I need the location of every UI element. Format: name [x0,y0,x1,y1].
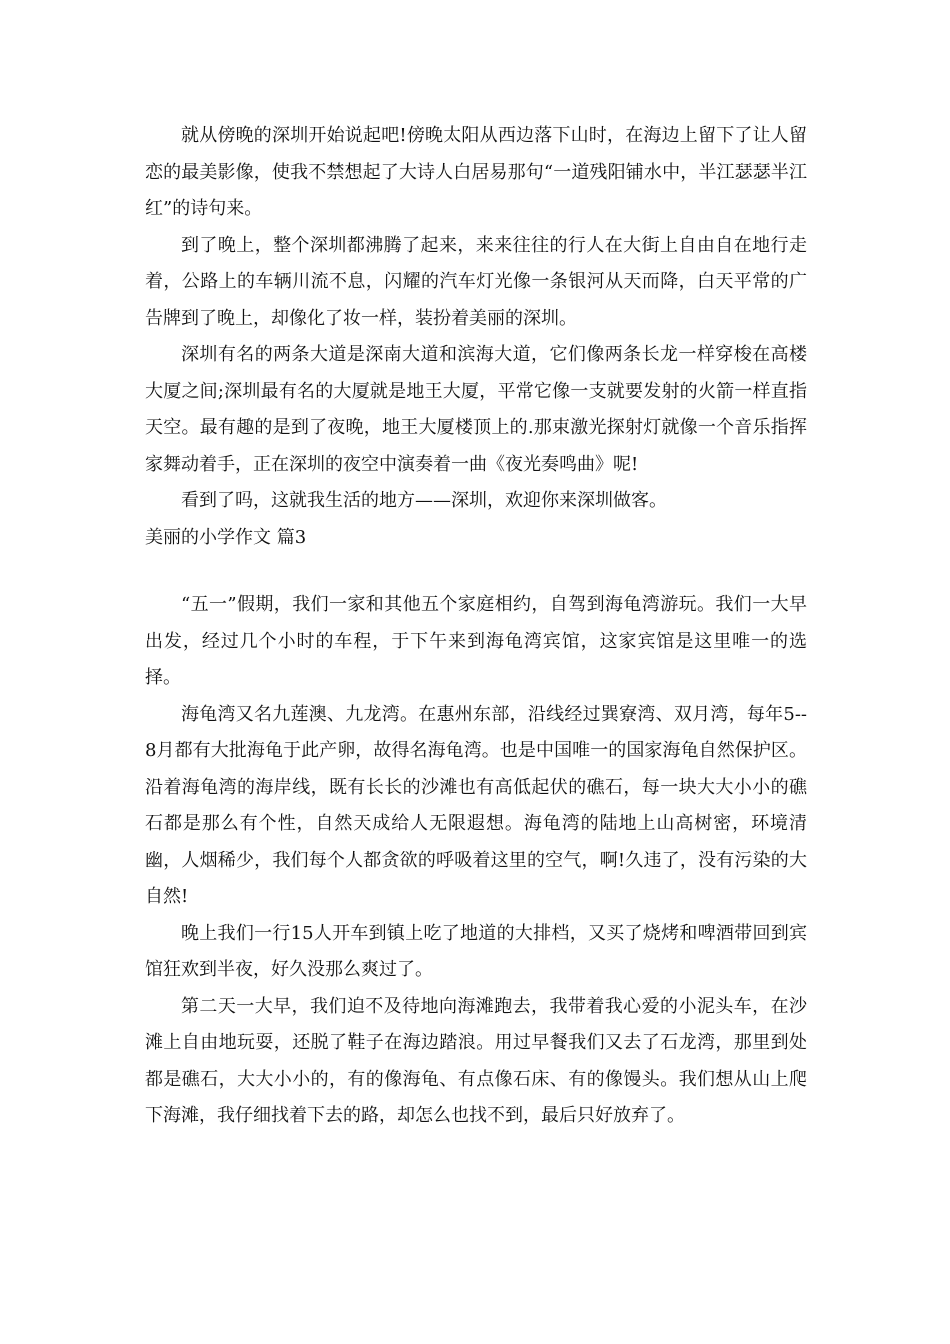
paragraph: 就从傍晚的深圳开始说起吧!傍晚太阳从西边落下山时，在海边上留下了让人留恋的最美影像，使我不禁想起了大诗人白居易那句“一道残阳铺水中，半江瑟瑟半江红”的诗句来。 [145,125,807,219]
paragraph: 海龟湾又名九莲澳、九龙湾。在惠州东部，沿线经过巽寮湾、双月湾，每年5--8月都有大批海龟于此产卵，故得名海龟湾。也是中国唯一的国家海龟自然保护区。沿着海龟湾的海岸线，既有长长的沙滩也有高低起伏的礁石，每一块大大小小的礁石都是那么有个性，自然天成给人无限遐想。海龟湾的陆地上山高树密，环境清幽，人烟稀少，我们每个人都贪欲的呼吸着这里的空气，啊!久违了，没有污染的大自然! [145,703,807,907]
essay-part-2 [145,587,807,1135]
paragraph: “五一”假期，我们一家和其他五个家庭相约，自驾到海龟湾游玩。我们一大早出发，经过几个小时的车程，于下午来到海龟湾宾馆，这家宾馆是这里唯一的选择。 [145,594,807,688]
paragraph: 深圳有名的两条大道是深南大道和滨海大道，它们像两条长龙一样穿梭在高楼大厦之间;深圳最有名的大厦就是地王大厦，平常它像一支就要发射的火箭一样直指天空。最有趣的是到了夜晚，地王大厦楼顶上的.那束激光探射灯就像一个音乐指挥家舞动着手，正在深圳的夜空中演奏着一曲《夜光奏鸣曲》呢! [145,344,807,475]
paragraph: 到了晚上，整个深圳都沸腾了起来，来来往往的行人在大街上自由自在地行走着，公路上的车辆川流不息，闪耀的汽车灯光像一条银河从天而降，白天平常的广告牌到了晚上，却像化了妆一样，装扮着美丽的深圳。 [145,234,807,329]
paragraph: 看到了吗，这就我生活的地方——深圳，欢迎你来深圳做客。 [181,490,667,511]
paragraph: 晚上我们一行15人开车到镇上吃了地道的大排档，又买了烧烤和啤酒带回到宾馆狂欢到半夜，好久没那么爽过了。 [145,922,807,980]
section-heading: 美丽的小学作文 篇3 [145,527,307,548]
essay-part-1 [145,118,807,520]
paragraph: 第二天一大早，我们迫不及待地向海滩跑去，我带着我心爱的小泥头车，在沙滩上自由地玩耍，还脱了鞋子在海边踏浪。用过早餐我们又去了石龙湾，那里到处都是礁石，大大小小的，有的像海龟、有点像石床、有的像馒头。我们想从山上爬下海滩，我仔细找着下去的路，却怎么也找不到，最后只好放弃了。 [145,995,807,1126]
